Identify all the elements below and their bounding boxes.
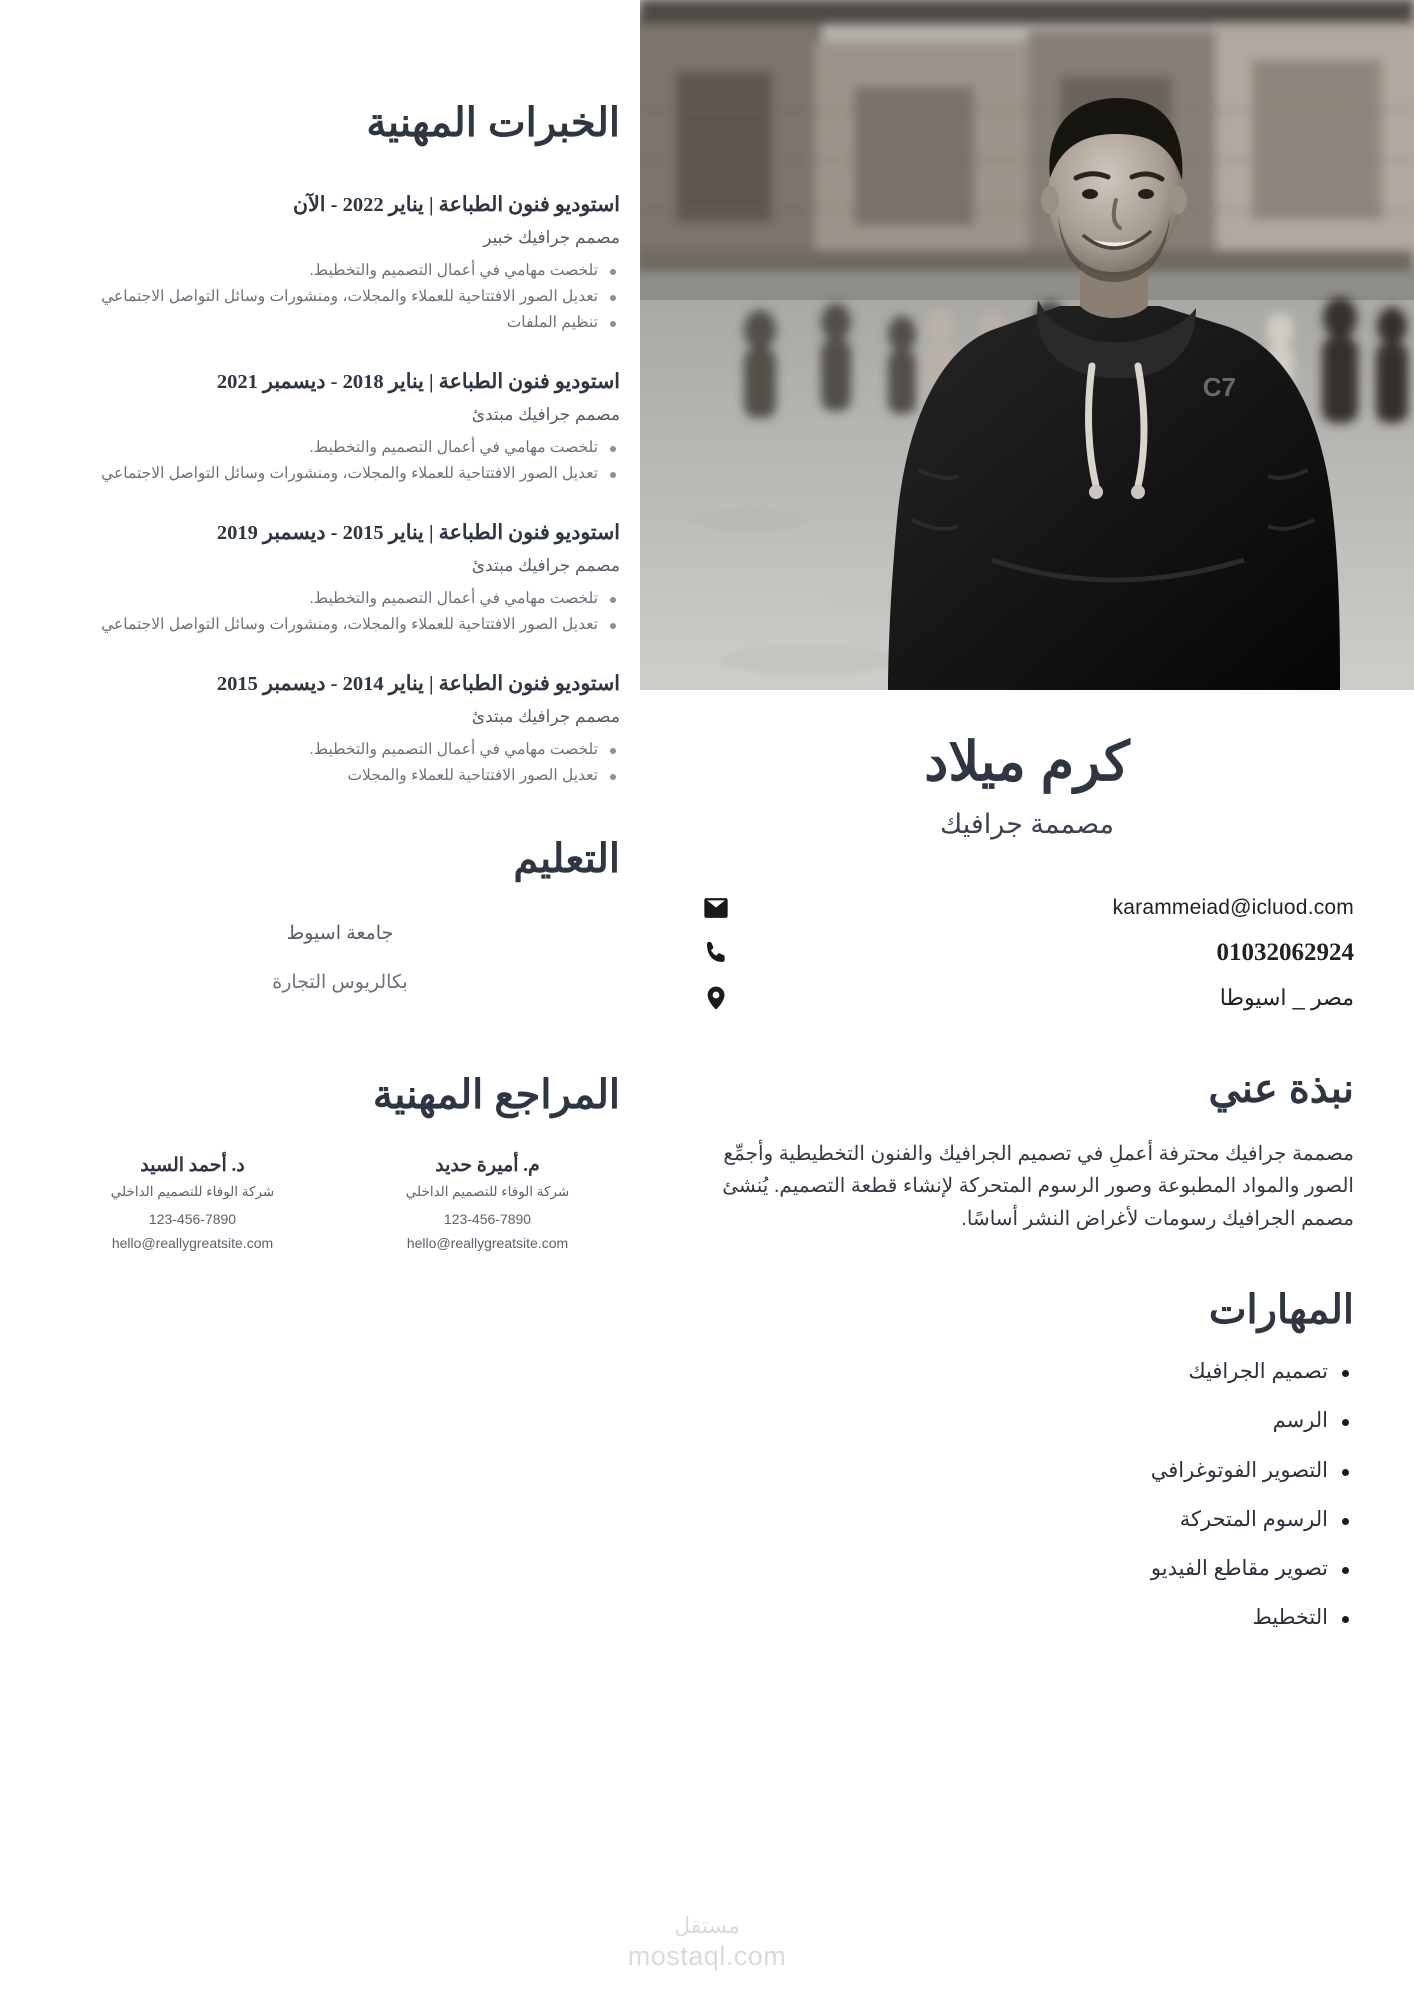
experience-bullets (60, 259, 620, 335)
list-item: التخطيط (700, 1605, 1354, 1630)
list-item: تعديل الصور الافتتاحية للعملاء والمجلات (60, 764, 620, 788)
experience-item (60, 520, 620, 637)
experience-heading: استوديو فنون الطباعة | يناير 2015 - ديسمبر 2019 (216, 522, 620, 545)
list-item: التصوير الفوتوغرافي (700, 1458, 1354, 1483)
reference-company: شركة الوفاء للتصميم الداخلي (405, 1184, 570, 1200)
right-content (640, 700, 1414, 1654)
contact-email-row[interactable] (700, 892, 1354, 924)
contact-phone: 01032062924 (1216, 939, 1354, 966)
experience-role: مصمم جرافيك مبتدئ (471, 707, 620, 727)
watermark-latin: mostaql.com (627, 1941, 787, 1971)
list-item: تلخصت مهامي في أعمال التصميم والتخطيط. (60, 436, 620, 460)
contact-phone-row[interactable] (700, 937, 1354, 969)
experience-item (60, 369, 620, 486)
list-item: الرسم (700, 1408, 1354, 1433)
experience-role: مصمم جرافيك خبير (483, 228, 620, 247)
contact-email: karammeiad@icluod.com (1112, 896, 1354, 919)
experience-heading: استوديو فنون الطباعة | يناير 2018 - ديسمبر 2021 (216, 371, 620, 394)
left-column (40, 0, 640, 1259)
envelope-icon (700, 892, 732, 924)
list-item: تلخصت مهامي في أعمال التصميم والتخطيط. (60, 738, 620, 762)
watermark-arabic: مستقل (674, 1913, 740, 1938)
list-item: تعديل الصور الافتتاحية للعملاء والمجلات، ومنشورات وسائل التواصل الاجتماعي (60, 613, 620, 637)
education-degree: بكالريوس التجارة (272, 972, 408, 994)
list-item: تلخصت مهامي في أعمال التصميم والتخطيط. (60, 587, 620, 611)
education-item (60, 922, 620, 994)
page-title: كرم ميلاد (924, 732, 1130, 792)
profile-photo (640, 0, 1414, 690)
list-item: الرسوم المتحركة (700, 1507, 1354, 1532)
experience-item (60, 192, 620, 335)
about-section-title: نبذة عني (1208, 1067, 1354, 1111)
list-item: تنظيم الملفات (60, 311, 620, 335)
experience-heading: استوديو فنون الطباعة | يناير 2014 - ديسمبر 2015 (216, 673, 620, 696)
list-item: تصميم الجرافيك (700, 1359, 1354, 1384)
phone-icon (700, 937, 732, 969)
skills-list (700, 1359, 1354, 1630)
contact-list (700, 892, 1354, 1014)
list-item: تعديل الصور الافتتاحية للعملاء والمجلات، ومنشورات وسائل التواصل الاجتماعي (60, 462, 620, 486)
references-list (60, 1154, 620, 1259)
list-item: تعديل الصور الافتتاحية للعملاء والمجلات، ومنشورات وسائل التواصل الاجتماعي (60, 285, 620, 309)
experience-role: مصمم جرافيك مبتدئ (471, 556, 620, 576)
map-pin-icon (700, 982, 732, 1014)
reference-company: شركة الوفاء للتصميم الداخلي (110, 1184, 275, 1200)
about-text: مصممة جرافيك محترفة أعملِ في تصميم الجرافيك والفنون التخطيطية وأجمِّع الصور والمواد المطبوعة وصور الرسوم المتحركة لإنشاء قطعة التصميم. يُنشئ مصمم الجرافيك رسومات لأغراض النشر أساسًا. (722, 1143, 1354, 1230)
experience-heading: استوديو فنون الطباعة | يناير 2022 - الآن (293, 194, 620, 216)
reference-phone: 123-456-7890 (443, 1211, 532, 1228)
reference-name: م. أميرة حديد (435, 1155, 540, 1177)
experience-item (60, 671, 620, 788)
reference-phone: 123-456-7890 (148, 1211, 237, 1228)
experience-bullets (60, 738, 620, 788)
references-section-title: المراجع المهنية (372, 1073, 620, 1118)
contact-location-row[interactable] (700, 982, 1354, 1014)
reference-email: hello@reallygreatsite.com (111, 1235, 274, 1252)
education-section-title: التعليم (513, 837, 620, 882)
experience-bullets (60, 436, 620, 486)
reference-item (355, 1154, 620, 1259)
list-item: تصوير مقاطع الفيديو (700, 1556, 1354, 1581)
contact-location: مصر _ اسيوطا (1219, 985, 1354, 1010)
right-column (640, 0, 1414, 2000)
reference-name: د. أحمد السيد (140, 1155, 245, 1177)
experience-bullets (60, 587, 620, 637)
job-title: مصممة جرافيك (940, 809, 1114, 839)
experience-role: مصمم جرافيك مبتدئ (471, 405, 620, 425)
svg-text:C7: C7 (1202, 372, 1236, 402)
skills-section-title: المهارات (1208, 1288, 1354, 1333)
reference-item (60, 1154, 325, 1259)
list-item: تلخصت مهامي في أعمال التصميم والتخطيط. (60, 259, 620, 283)
experience-section-title: الخبرات المهنية (366, 101, 620, 145)
reference-email: hello@reallygreatsite.com (406, 1235, 569, 1252)
education-school: جامعة اسيوط (286, 923, 394, 945)
